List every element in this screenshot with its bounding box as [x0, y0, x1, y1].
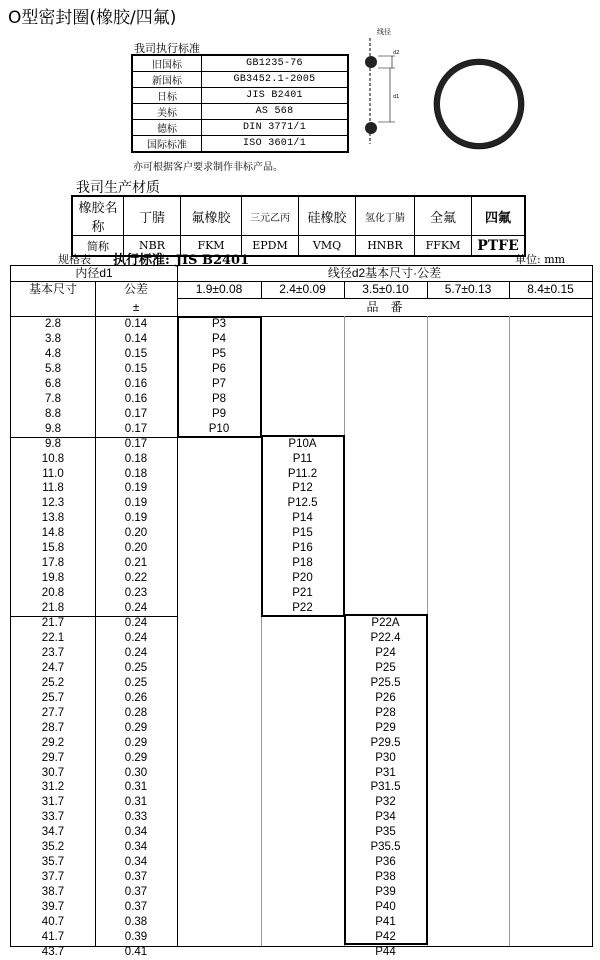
part-group-box	[177, 316, 262, 438]
tolerance-value: 0.17	[124, 407, 148, 420]
standard-code: GB1235-76	[202, 55, 349, 72]
tolerance-value: 0.25	[124, 676, 148, 689]
part-number: P32	[375, 796, 396, 809]
part-number: P10	[208, 422, 230, 435]
part-number: P3	[211, 318, 227, 330]
material-name: 氢化丁腈	[356, 196, 415, 236]
inner-diameter-value: 3.8	[45, 332, 61, 345]
part-number: P41	[375, 916, 396, 928]
tolerance-value: 0.18	[124, 452, 148, 465]
tolerance-value: 0.25	[124, 661, 148, 674]
inner-diameter-value: 31.7	[41, 796, 65, 809]
base-size-header: 基本尺寸	[28, 282, 77, 296]
inner-diameter-value: 10.8	[41, 452, 65, 465]
standard-code: ISO 3601/1	[202, 136, 349, 153]
standards-row	[132, 55, 348, 72]
wire-size-header: 8.4±0.15	[527, 282, 574, 296]
standards-row	[132, 120, 348, 136]
tolerance-value: 0.14	[124, 332, 148, 345]
tolerance-value: 0.24	[124, 617, 148, 629]
part-number: P26	[375, 691, 396, 704]
inner-diameter-value: 6.8	[45, 377, 61, 390]
inner-diameter-value: 23.7	[41, 646, 65, 659]
part-number: P18	[292, 557, 313, 570]
standards-row	[132, 104, 348, 120]
part-number: P44	[375, 945, 396, 958]
inner-diameter-value: 35.7	[41, 856, 65, 869]
inner-diameter-value: 33.7	[41, 811, 65, 824]
tolerance-value: 0.39	[124, 930, 148, 943]
standards-row	[132, 136, 348, 153]
part-number: P15	[292, 527, 313, 540]
standard-label: 执行标准:	[113, 253, 170, 268]
part-number: P25.5	[370, 676, 401, 689]
inner-diameter-value: 8.8	[45, 407, 61, 420]
inner-diameter-value: 24.7	[41, 661, 65, 674]
material-code: FFKM	[415, 236, 472, 257]
part-number: P29.5	[370, 736, 401, 749]
tolerance-value: 0.15	[124, 362, 148, 375]
tolerance-value: 0.19	[124, 512, 148, 525]
inner-diameter-value: 12.3	[41, 497, 65, 510]
tolerance-value: 0.28	[124, 706, 148, 719]
standard-name: 日标	[132, 88, 202, 104]
part-number: P24	[375, 646, 396, 659]
part-number: P22	[292, 602, 313, 615]
part-number: P4	[211, 332, 227, 345]
tolerance-value: 0.30	[124, 766, 148, 779]
spec-table	[10, 265, 593, 958]
inner-diameter-value: 9.8	[45, 437, 61, 450]
part-number: P38	[375, 871, 396, 884]
inner-diameter-value: 25.2	[41, 676, 65, 689]
standard-code: AS 568	[202, 104, 349, 120]
standards-row	[132, 72, 348, 88]
tolerance-value: 0.34	[124, 841, 148, 854]
d2-label: d2	[393, 50, 400, 56]
tolerance-value: 0.31	[124, 796, 148, 809]
material-code: VMQ	[299, 236, 356, 257]
wire-diameter-label: 线径	[377, 28, 391, 36]
part-number: P16	[292, 542, 313, 555]
tolerance-value: 0.15	[124, 347, 148, 360]
part-number: P31.5	[370, 781, 401, 794]
tolerance-value: 0.20	[124, 527, 148, 540]
materials-row-label: 简称	[72, 236, 124, 257]
part-number: P35.5	[370, 841, 401, 854]
tolerance-value: 0.24	[124, 631, 148, 644]
part-number: P36	[375, 856, 396, 869]
part-number: P20	[292, 572, 313, 585]
inner-diameter-value: 43.7	[41, 945, 65, 958]
inner-diameter-value: 37.7	[41, 871, 65, 884]
d1-label: d1	[393, 94, 400, 100]
material-code: NBR	[124, 236, 181, 257]
inner-diameter-value: 22.1	[41, 631, 65, 644]
tolerance-value: 0.37	[124, 901, 148, 914]
tolerance-value: 0.37	[124, 886, 148, 899]
inner-diameter-value: 19.8	[41, 572, 65, 585]
part-number-header: 品 番	[366, 300, 403, 314]
standard-name: 德标	[132, 120, 202, 136]
inner-diameter-value: 7.8	[45, 392, 61, 405]
part-number: P40	[375, 901, 396, 914]
inner-diameter-value: 29.7	[41, 751, 65, 764]
tolerance-value: 0.16	[124, 377, 148, 390]
tolerance-value: 0.19	[124, 482, 148, 495]
part-number: P22.4	[370, 631, 401, 644]
part-number: P10A	[288, 437, 317, 450]
materials-row	[72, 196, 525, 236]
tolerance-value: 0.14	[124, 318, 148, 330]
wire-diameter-header: 线径d2基本尺寸·公差	[327, 266, 442, 280]
material-name: 全氟	[415, 196, 472, 236]
material-name: 硅橡胶	[299, 196, 356, 236]
tolerance-value: 0.38	[124, 916, 148, 928]
materials-row-label: 橡胶名称	[72, 196, 124, 236]
part-number: P14	[292, 512, 313, 525]
part-number: P7	[211, 377, 227, 390]
tolerance-value: 0.18	[124, 467, 148, 480]
tolerance-value: 0.29	[124, 721, 148, 734]
tolerance-value: 0.20	[124, 542, 148, 555]
part-number: P39	[375, 886, 396, 899]
inner-diameter-value: 4.8	[45, 347, 61, 360]
part-number: P8	[211, 392, 227, 405]
standard-name: 旧国标	[132, 55, 202, 72]
tolerance-value: 0.24	[124, 646, 148, 659]
inner-diameter-value: 30.7	[41, 766, 65, 779]
materials-caption: 我司生产材质	[76, 180, 160, 196]
material-code: FKM	[181, 236, 242, 257]
part-number: P11.2	[287, 467, 318, 480]
inner-diameter-value: 25.7	[41, 691, 65, 704]
o-ring-cross-section	[365, 27, 399, 144]
tolerance-value: 0.16	[124, 392, 148, 405]
inner-diameter-value: 14.8	[41, 527, 65, 540]
inner-diameter-value: 34.7	[41, 826, 65, 839]
tolerance-value: 0.24	[124, 602, 148, 615]
inner-diameter-value: 11.0	[42, 467, 64, 480]
material-name: 氟橡胶	[181, 196, 242, 236]
o-ring-diagram	[355, 26, 545, 156]
material-name: 四氟	[472, 196, 526, 236]
inner-diameter-value: 9.8	[45, 422, 61, 435]
tolerance-value: 0.31	[124, 781, 148, 794]
inner-diameter-value: 20.8	[41, 587, 65, 600]
standards-row	[132, 88, 348, 104]
standard-name: 美标	[132, 104, 202, 120]
inner-diameter-value: 38.7	[41, 886, 65, 899]
plusminus-header: ±	[132, 300, 140, 314]
wire-size-header: 3.5±0.10	[362, 282, 409, 296]
part-number: P12.5	[287, 497, 318, 510]
inner-diameter-value: 13.8	[41, 512, 65, 525]
group-divider	[11, 437, 177, 438]
inner-diameter-value: 17.8	[41, 557, 65, 570]
tolerance-value: 0.33	[124, 811, 148, 824]
tolerance-value: 0.29	[124, 736, 148, 749]
part-number: P21	[292, 587, 313, 600]
tolerance-header: 公差	[123, 282, 148, 296]
tolerance-value: 0.29	[124, 751, 148, 764]
inner-diameter-value: 41.7	[41, 930, 65, 943]
standard-code: DIN 3771/1	[202, 120, 349, 136]
standards-table	[131, 54, 349, 153]
standard-name: 国际标准	[132, 136, 202, 153]
tolerance-value: 0.21	[124, 557, 148, 570]
tolerance-value: 0.26	[124, 691, 148, 704]
tolerance-value: 0.37	[124, 871, 148, 884]
o-ring-front-view	[434, 59, 524, 149]
standard-code: JIS B2401	[202, 88, 349, 104]
standards-note: 亦可根据客户要求制作非标产品。	[133, 162, 283, 173]
inner-diameter-value: 15.8	[41, 542, 65, 555]
unit-label: 单位: mm	[515, 253, 566, 266]
materials-table	[71, 195, 526, 257]
inner-diameter-value: 5.8	[45, 362, 61, 375]
inner-diameter-value: 21.8	[41, 602, 65, 615]
inner-diameter-value: 29.2	[41, 736, 65, 749]
tolerance-value: 0.41	[124, 945, 148, 958]
material-code: HNBR	[356, 236, 415, 257]
tolerance-value: 0.17	[124, 422, 148, 435]
page-title: O型密封圈(橡胶/四氟)	[8, 8, 177, 28]
inner-diameter-header: 内径d1	[75, 266, 113, 280]
tolerance-value: 0.19	[124, 497, 148, 510]
material-code: EPDM	[242, 236, 299, 257]
part-number: P12	[292, 482, 313, 495]
tolerance-value: 0.17	[124, 437, 148, 450]
tolerance-value: 0.34	[124, 826, 148, 839]
inner-diameter-value: 39.7	[41, 901, 65, 914]
inner-diameter-value: 28.7	[41, 721, 65, 734]
tolerance-value: 0.34	[124, 856, 148, 869]
inner-diameter-value: 11.8	[42, 482, 64, 495]
part-number: P6	[211, 362, 227, 375]
material-name: 三元乙丙	[242, 196, 299, 236]
wire-size-header: 1.9±0.08	[195, 282, 243, 296]
material-name: 丁腈	[124, 196, 181, 236]
part-number: P30	[375, 751, 396, 764]
part-number: P29	[375, 721, 396, 734]
material-code: PTFE	[472, 236, 526, 257]
part-number: P5	[211, 347, 227, 360]
inner-diameter-value: 21.7	[41, 617, 65, 629]
standards-caption: 我司执行标准	[134, 42, 200, 55]
part-number: P31	[375, 766, 396, 779]
part-number: P34	[375, 811, 396, 824]
tolerance-value: 0.23	[124, 587, 148, 600]
wire-size-header: 2.4±0.09	[279, 282, 326, 296]
tolerance-value: 0.22	[124, 572, 148, 585]
spec-table-label: 规格表	[58, 253, 91, 266]
inner-diameter-value: 27.7	[41, 706, 65, 719]
standard-code: GB3452.1-2005	[202, 72, 349, 88]
column-divider	[509, 316, 510, 946]
part-number: P11	[292, 452, 313, 465]
inner-diameter-value: 35.2	[41, 841, 65, 854]
part-number: P42	[375, 930, 396, 943]
part-group-box	[344, 614, 428, 945]
inner-diameter-value: 40.7	[41, 916, 65, 928]
inner-diameter-value: 31.2	[41, 781, 65, 794]
part-number: P28	[375, 706, 396, 719]
part-number: P25	[375, 661, 396, 674]
part-group-box	[261, 435, 345, 617]
standard-value: JIS B2401	[175, 253, 250, 268]
part-number: P22A	[371, 617, 400, 629]
standard-name: 新国标	[132, 72, 202, 88]
part-number: P9	[211, 407, 227, 420]
part-number: P35	[375, 826, 396, 839]
group-divider	[11, 616, 177, 617]
wire-size-header: 5.7±0.13	[444, 282, 492, 296]
inner-diameter-value: 2.8	[45, 318, 61, 330]
